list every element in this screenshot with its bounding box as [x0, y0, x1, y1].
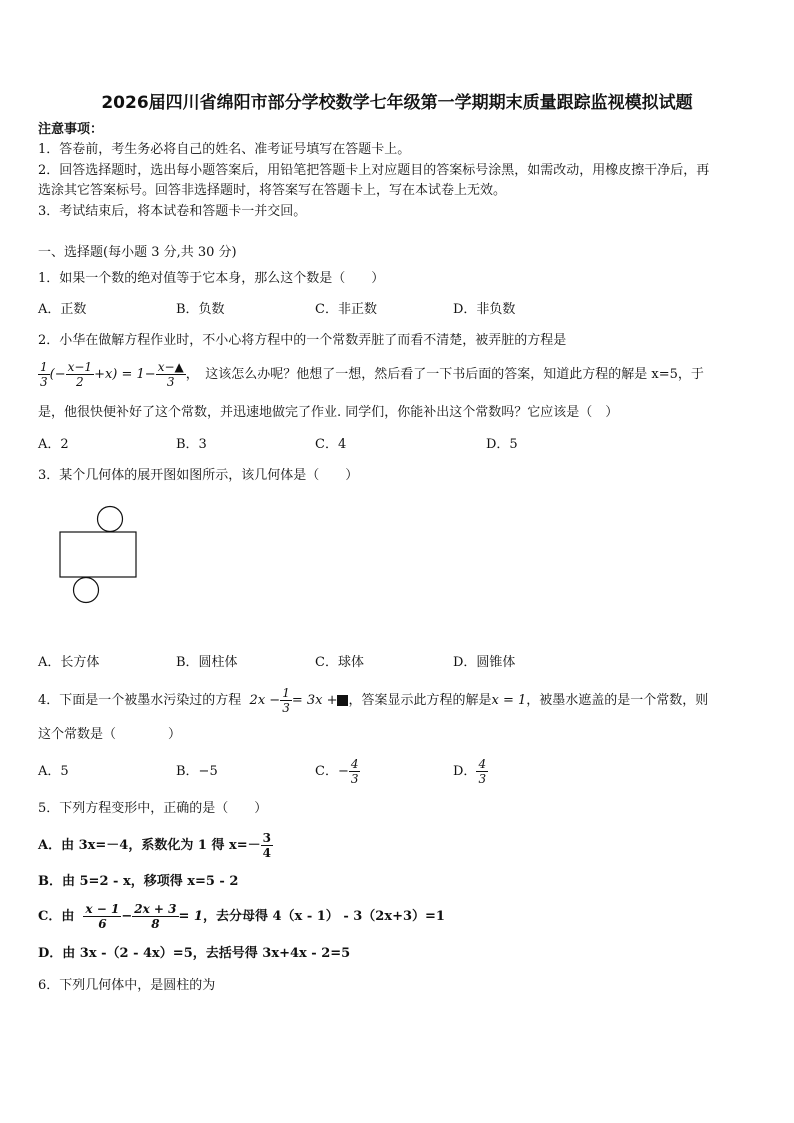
q2-equation: $\frac{1}{3}$ (− $\frac{x-1}{2}$ +x) = 1− $\frac{x-▲}{3}$ ， 这该怎么办呢？他想了一想，然后看了一下书后面的答案，知道此方程的解是 x=5，于 [40, 360, 704, 389]
question-5-stem: 5．下列方程变形中，正确的是（ ） [38, 801, 268, 816]
q4-frac: $\frac{1}{3}$ [282, 686, 290, 715]
q2-option-c: C．4 [315, 437, 347, 452]
notice-item-3: 3．考试结束后，将本试卷和答题卡一并交回。 [38, 204, 307, 219]
q1-option-c: C．非正数 [315, 302, 377, 317]
notice-item-2: 2．回答选择题时，选出每小题答案后，用铅笔把答题卡上对应题目的答案标号涂黑，如需改动，用橡皮擦干净后，再 [38, 163, 710, 178]
q2-option-a: A．2 [38, 437, 69, 452]
q5-option-d: D．由 3x -（2 - 4x）=5，去括号得 3x+4x - 2=5 [38, 946, 351, 961]
ink-blot-square [337, 695, 348, 706]
net-rectangle [60, 532, 136, 577]
q4-option-b: B．−5 [176, 764, 218, 779]
cylinder-net-figure [58, 505, 140, 605]
q3-option-c: C．球体 [315, 655, 364, 670]
notice-heading: 注意事项： [38, 122, 104, 137]
q1-option-d: D．非负数 [453, 302, 516, 317]
q2-frac-1: $\frac{1}{3}$ [40, 360, 48, 389]
question-3-stem: 3．某个几何体的展开图如图所示，该几何体是（ ） [38, 468, 359, 483]
q1-option-b: B．负数 [176, 302, 225, 317]
q2-stem-cont: 是，他很快便补好了这个常数，并迅速地做完了作业. 同学们，你能补出这个常数吗？它应该是（ ） [38, 405, 619, 420]
q2-frac-2: $\frac{x-1}{2}$ [67, 360, 93, 389]
q5-option-b: B．由 5=2 - x，移项得 x=5 - 2 [38, 874, 239, 889]
q4-option-d: D． $\frac{4}{3}$ [453, 757, 487, 786]
q2-option-d: D．5 [486, 437, 518, 452]
q3-option-d: D．圆锥体 [453, 655, 516, 670]
question-1-stem: 1．如果一个数的绝对值等于它本身，那么这个数是（ ） [38, 271, 385, 286]
q4-stem-cont: 这个常数是（ ） [38, 727, 182, 742]
q2-frac-3: $\frac{x-▲}{3}$ [157, 360, 184, 389]
q2-option-b: B．3 [176, 437, 207, 452]
q3-option-b: B．圆柱体 [176, 655, 238, 670]
question-4-stem: 4．下面是一个被墨水污染过的方程 2x − $\frac{1}{3}$ = 3x + ，答案显示此方程的解是x = 1，被墨水遮盖的是一个常数，则 [38, 686, 709, 715]
q4-option-a: A．5 [38, 764, 69, 779]
net-bottom-circle [74, 578, 99, 603]
section-heading: 一、选择题(每小题 3 分,共 30 分) [38, 245, 237, 260]
q1-option-a: A．正数 [38, 302, 87, 317]
net-top-circle [98, 507, 123, 532]
notice-item-2-cont: 选涂其它答案标号。回答非选择题时，将答案写在答题卡上，写在本试卷上无效。 [38, 183, 507, 198]
question-6-stem: 6．下列几何体中，是圆柱的为 [38, 978, 216, 993]
page-title: 2026届四川省绵阳市部分学校数学七年级第一学期期末质量跟踪监视模拟试题 [101, 93, 693, 113]
q4-option-c: C．− $\frac{4}{3}$ [315, 757, 359, 786]
notice-item-1: 1．答卷前，考生务必将自己的姓名、准考证号填写在答题卡上。 [38, 142, 411, 157]
question-2-stem: 2．小华在做解方程作业时，不小心将方程中的一个常数弄脏了而看不清楚，被弄脏的方程是 [38, 333, 567, 348]
q5-option-a: A．由 3x=－4，系数化为 1 得 x=－ $\frac{3}{4}$ [38, 831, 271, 860]
q3-option-a: A．长方体 [38, 655, 100, 670]
q5-option-c: C．由 $\frac{x - 1}{6}$ − $\frac{2x + 3}{8}$ = 1，去分母得 4（x - 1） - 3（2x+3）=1 [38, 902, 445, 931]
